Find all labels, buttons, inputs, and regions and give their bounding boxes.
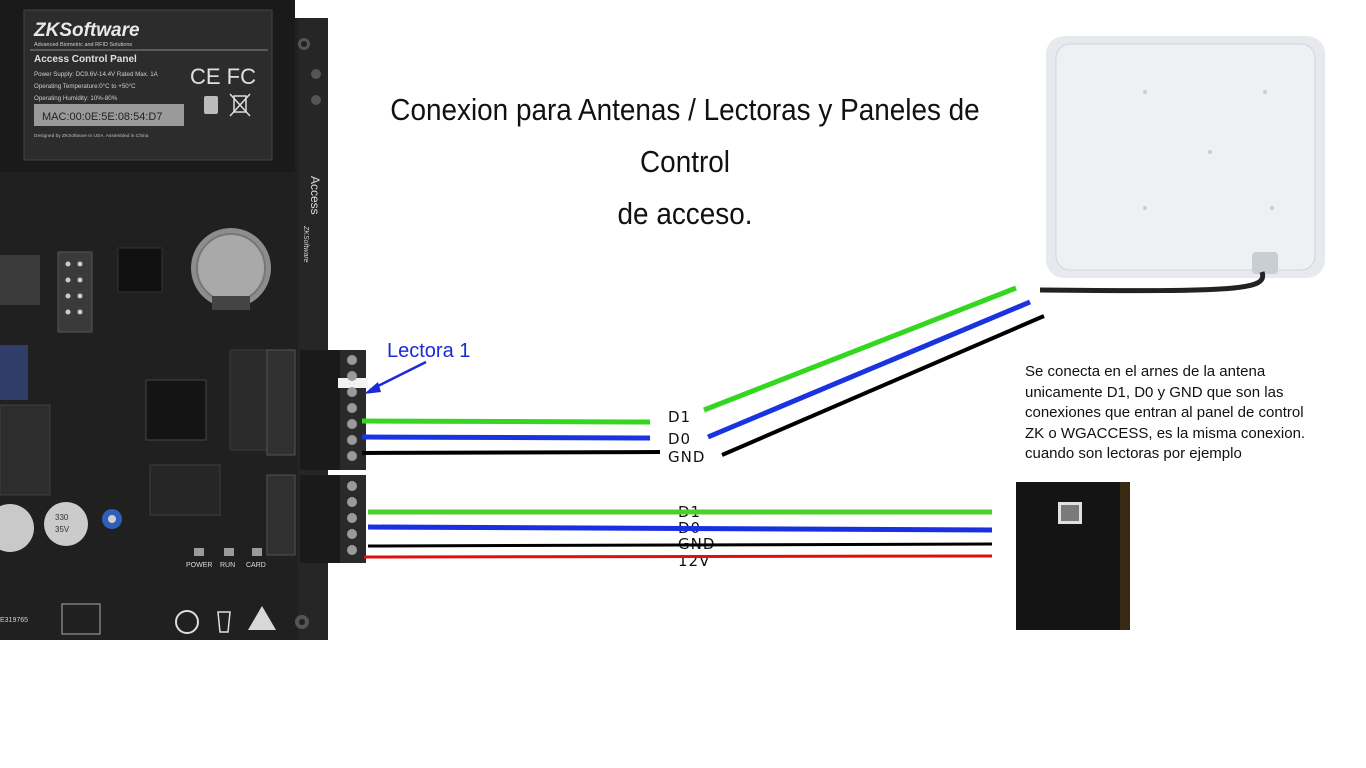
led-run-label: RUN bbox=[220, 562, 236, 569]
connection-note bbox=[1025, 362, 1355, 465]
reader-wire-d0 bbox=[368, 527, 992, 530]
reader-wire-12v-label: 12V bbox=[678, 552, 711, 570]
panel-cert-number: E319765 bbox=[0, 617, 29, 624]
panel-power-supply: Power Supply: DC9.6V-14.4V Rated Max. 1A bbox=[34, 71, 158, 78]
info-icon bbox=[204, 96, 218, 114]
svg-text:330: 330 bbox=[55, 513, 69, 522]
note-line-3: conexiones que entran al panel de control bbox=[1025, 404, 1304, 421]
panel-brand: ZKSoftware bbox=[34, 20, 140, 41]
panel-op-temp: Operating Temperature:0°C to +50°C bbox=[34, 83, 136, 90]
antenna-wires bbox=[362, 288, 1044, 466]
terminal-block-reader-1 bbox=[300, 350, 368, 470]
reader-wire-gnd bbox=[368, 544, 992, 546]
side-brand: ZKSoftware bbox=[302, 226, 309, 263]
antenna-wire-d0-label: D0 bbox=[668, 430, 692, 448]
access-control-panel bbox=[0, 0, 368, 640]
panel-tagline: Advanced Biometric and RFID Solutions bbox=[34, 42, 133, 48]
panel-model: Access Control Panel bbox=[34, 54, 137, 65]
card-reader bbox=[1016, 482, 1130, 630]
reader-wire-d1-label: D1 bbox=[678, 503, 702, 521]
title-line-1: Conexion para Antenas / Lectoras y Paneles de Control bbox=[390, 92, 980, 179]
note-line-2: unicamente D1, D0 y GND que son las bbox=[1025, 383, 1284, 401]
side-access-logo: Access bbox=[308, 176, 322, 215]
led-card-label: CARD bbox=[246, 562, 266, 569]
title-line-2: de acceso. bbox=[617, 196, 753, 231]
antenna-wire-d1 bbox=[362, 421, 650, 422]
lectora-1-callout bbox=[364, 340, 470, 394]
led-power-label: POWER bbox=[186, 562, 213, 569]
panel-op-humidity: Operating Humidity: 10%-80% bbox=[34, 95, 118, 102]
panel-designed-by: Designed by ZKSoftware in USA. Assembled in China bbox=[34, 134, 149, 139]
lectora-1-label: Lectora 1 bbox=[387, 340, 471, 362]
reader-wire-12v bbox=[364, 556, 992, 557]
antenna-wire-d0-run bbox=[708, 302, 1030, 437]
svg-text:35V: 35V bbox=[55, 525, 70, 534]
uhf-antenna bbox=[1040, 36, 1325, 291]
antenna-wire-d0 bbox=[362, 437, 650, 438]
reader-wires bbox=[364, 503, 992, 570]
reader-wire-d0-label: D0 bbox=[678, 519, 702, 537]
note-line-1: Se conecta en el arnes de la antena bbox=[1025, 363, 1266, 380]
antenna-wire-d1-label: D1 bbox=[668, 408, 692, 426]
note-line-4: ZK o WGACCESS, es la misma conexion. bbox=[1025, 424, 1306, 442]
reader-wire-gnd-label: GND bbox=[678, 535, 716, 553]
antenna-wire-gnd-label: GND bbox=[668, 448, 706, 466]
page-title bbox=[366, 84, 1005, 240]
antenna-wire-gnd bbox=[362, 452, 660, 453]
panel-mac: MAC:00:0E:5E:08:54:D7 bbox=[42, 111, 163, 123]
note-line-5: cuando son lectoras por ejemplo bbox=[1025, 445, 1242, 462]
ce-fcc-mark: CE FC bbox=[190, 64, 256, 89]
